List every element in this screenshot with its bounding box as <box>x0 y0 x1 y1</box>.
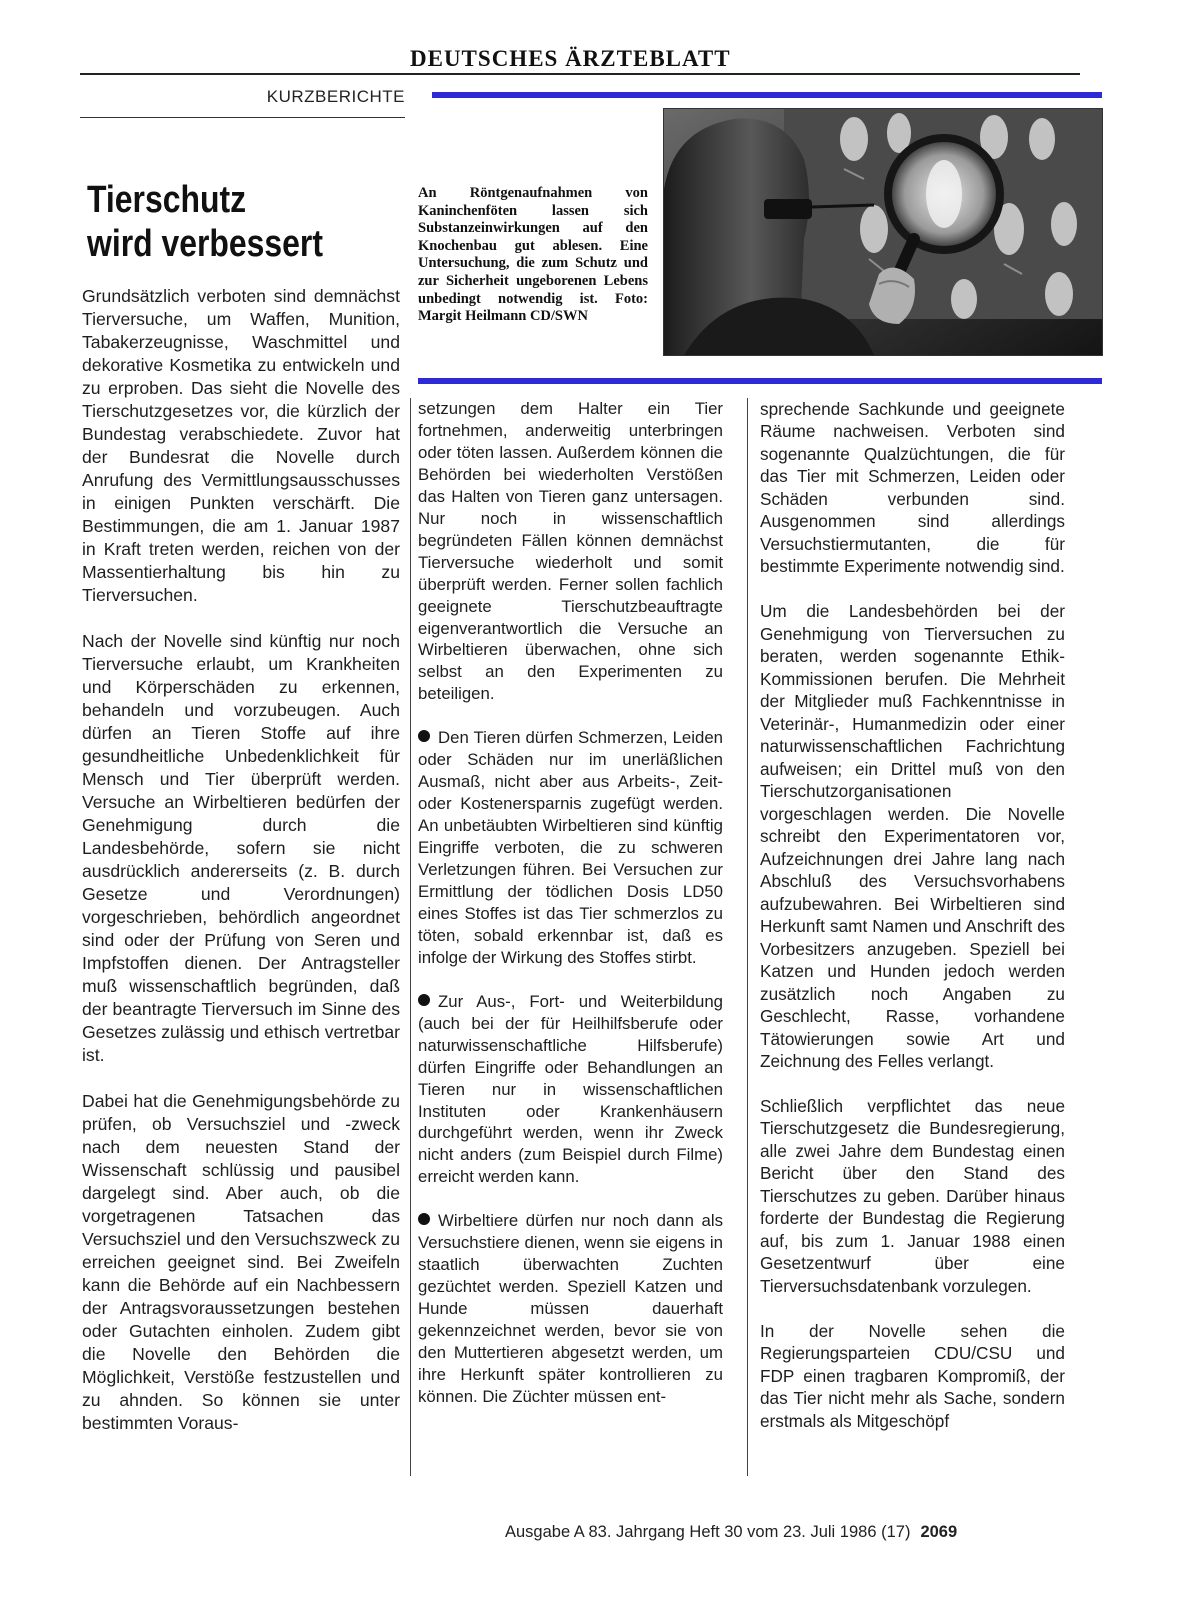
bullet-text: Wirbeltiere dürfen nur noch dann als Versuchstiere dienen, wenn sie eigens in staatlich überwachten Zuchten gezüchtet werden. Speziell Katzen und Hunde müssen dauerhaft gekennzeichnet werden, bevor sie von den Muttertieren abgesetzt werden, um ihre Herkunft später kontrollieren zu können. Die Züchter müssen ent- <box>418 1211 723 1406</box>
photo-xray-magnifier-icon <box>663 108 1103 356</box>
accent-bar-top <box>432 92 1102 98</box>
bullet-icon <box>418 730 430 742</box>
paragraph: Schließlich verpflichtet das neue Tierschutzgesetz die Bundesregierung, alle zwei Jahre dem Bundestag einen Bericht über den Stand des Tierschutzes zu geben. Darüber hinaus forderte der Bundestag die Regierung auf, bis zum 1. Januar 1988 einen Gesetzentwurf über eine Tierversuchsdatenbank vorzulegen. <box>760 1095 1065 1296</box>
section-label: KURZBERICHTE <box>266 87 405 106</box>
bullet-paragraph <box>418 1210 723 1408</box>
paragraph: Nach der Novelle sind künftig nur noch Tierversuche erlaubt, um Krankheiten und Körperschäden zu erkennen, behandeln und vorzubeugen. Auch dürfen an Tieren Stoffe auf ihre gesundheitliche Unbedenklichkeit für Mensch und Tier überprüft werden. Versuche an Wirbeltieren bedürfen der Genehmigung durch die Landesbehörde, sofern sie nicht ausdrücklich andererseits (z. B. durch Gesetze und Verordnungen) vorgeschrieben, behördlich angeordnet sind oder der Prüfung von Seren und Impfstoffen dienen. Der Antragsteller muß wissenschaftlich begründen, daß der beantragte Tierversuch im Sinne des Gesetzes zulässig und ethisch vertretbar ist. <box>82 631 400 1065</box>
column-divider <box>410 398 411 1476</box>
bullet-paragraph <box>418 991 723 1189</box>
body-column-3 <box>760 398 1065 1455</box>
page-number: 2069 <box>920 1523 958 1541</box>
masthead-rule <box>80 73 1080 75</box>
paragraph: setzungen dem Halter ein Tier fortnehmen, anderweitig unterbringen oder töten lassen. Außerdem können die Behörden bei wiederholten Verstößen das Halten von Tieren ganz untersagen. Nur noch in wissenschaftlich begründeten Fällen können demnächst Tierversuche wiederholt und somit überprüft werden. Ferner sollen fachlich geeignete Tierschutzbeauftragte eigenverantwortlich die Versuche an Wirbeltieren überwachen, ohne sich selbst an den Experimenten zu beteiligen. <box>418 399 723 704</box>
paragraph: Grundsätzlich verboten sind demnächst Tierversuche, um Waffen, Munition, Tabakerzeugnisse, Waschmittel und dekorative Kosmetika zu entwickeln und zu erproben. Das sieht die Novelle des Tierschutzgesetzes vor, die kürzlich der Bundestag verabschiedete. Zuvor hat der Bundesrat die Novelle durch Anrufung des Vermittlungsausschusses in einigen Punkten verschärft. Die Bestimmungen, die am 1. Januar 1987 in Kraft treten werden, reichen von der Massentierhaltung bis hin zu Tierversuchen. <box>82 286 400 605</box>
bullet-text: Den Tieren dürfen Schmerzen, Leiden oder Schäden nur im unerläßlichen Ausmaß, nicht aber aus Arbeits-, Zeit- oder Kostenersparnis zugefügt werden. An unbetäubten Wirbeltieren sind künftig Eingriffe verboten, die zu schweren Verletzungen führen. Bei Versuchen zur Ermittlung der tödlichen Dosis LD50 eines Stoffes ist das Tier schmerzlos zu töten, sobald erkennbar ist, daß es infolge der Wirkung des Stoffes stirbt. <box>418 728 723 967</box>
bullet-icon <box>418 1213 430 1225</box>
bullet-paragraph <box>418 727 723 968</box>
headline-line-1: Tierschutz <box>87 179 247 221</box>
issue-info: Ausgabe A 83. Jahrgang Heft 30 vom 23. Juli 1986 (17) <box>505 1523 911 1541</box>
headline-line-2: wird verbessert <box>87 223 323 265</box>
masthead <box>80 44 1080 76</box>
headline <box>87 178 356 266</box>
paragraph: In der Novelle sehen die Regierungsparteien CDU/CSU und FDP einen tragbaren Kompromiß, der das Tier nicht mehr als Sache, sondern erstmals als Mitgeschöpf <box>760 1320 1065 1431</box>
body-column-1 <box>82 285 400 1458</box>
masthead-title: DEUTSCHES ÄRZTEBLATT <box>410 46 731 71</box>
page-footer <box>505 1523 1105 1542</box>
paragraph: Dabei hat die Genehmigungsbehörde zu prüfen, ob Versuchsziel und -zweck nach dem neuesten Stand der Wissenschaft schlüssig und pausibel dargelegt sind. Aber auch, ob die vorgetragenen Tatsachen das Versuchsziel und den Versuchszweck zu erreichen geeignet sind. Bei Zweifeln kann die Behörde auf ein Nachbessern der Antragsvoraussetzungen bestehen oder Gutachten einholen. Zudem gibt die Novelle den Behörden die Möglichkeit, Verstöße festzustellen und zu ahnden. So können sie unter bestimmten Voraus- <box>82 1091 400 1433</box>
paragraph: sprechende Sachkunde und geeignete Räume nachweisen. Verboten sind sogenannte Qualzüchtungen, die für das Tier mit Schmerzen, Leiden oder Schäden verbunden sind. Ausgenommen sind allerdings Versuchstiermutanten, die für bestimmte Experimente notwendig sind. <box>760 399 1065 577</box>
accent-bar-bottom <box>418 378 1102 384</box>
bullet-icon <box>418 994 430 1006</box>
column-divider <box>747 398 748 1476</box>
paragraph: Um die Landesbehörden bei der Genehmigung von Tierversuchen zu beraten, werden sogenannte Ethik-Kommissionen berufen. Die Mehrheit der Mitglieder muß Fachkenntnisse in Veterinär-, Humanmedizin oder einer naturwissenschaftlichen Fachrichtung aufweisen; ein Drittel muß von den Tierschutzorganisationen vorgeschlagen werden. Die Novelle schreibt den Experimentatoren vor, Aufzeichnungen drei Jahre lang nach Abschluß des Versuchsvorhabens aufzubewahren. Bei Wirbeltieren sind Herkunft samt Namen und Anschrift des Vorbesitzers anzugeben. Speziell bei Katzen und Hunden jedoch werden zusätzlich noch Angaben zu Geschlecht, Rasse, vorhandene Tätowierungen sowie Art und Zeichnung des Felles verlangt. <box>760 601 1065 1072</box>
body-column-2 <box>418 398 723 1430</box>
photo-caption: An Röntgenaufnahmen von Kaninchenföten lassen sich Substanzeinwirkungen auf den Knochenbau gut ablesen. Eine Untersuchung, die zum Schutz und zur Sicherheit ungeborenen Lebens unbedingt notwendig ist. Foto: Margit Heilmann CD/SWN <box>418 185 648 325</box>
bullet-text: Zur Aus-, Fort- und Weiterbildung (auch bei der für Heilhilfsberufe oder naturwissenschaftliche Hilfsberufe) dürfen Eingriffe oder Behandlungen an Tieren nur in wissenschaftlichen Instituten oder Krankenhäusern durchgeführt werden, wenn ihr Zweck nicht anders (zum Beispiel durch Filme) erreicht werden kann. <box>418 991 723 1187</box>
section-rule <box>80 117 405 118</box>
